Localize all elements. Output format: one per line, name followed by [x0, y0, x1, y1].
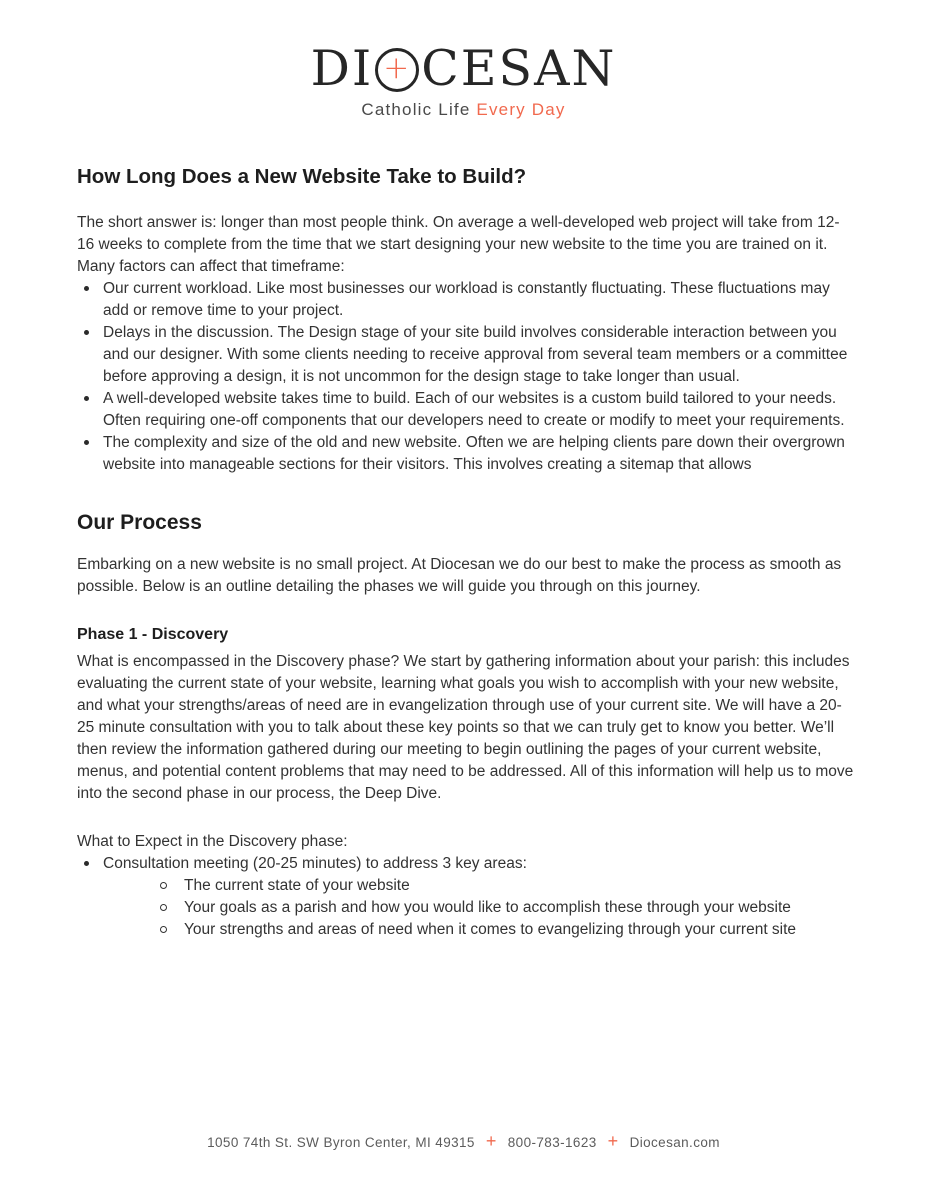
section-title-our-process: Our Process — [77, 511, 202, 534]
cross-icon: + — [383, 50, 412, 86]
bullet-icon — [77, 322, 103, 335]
sub-list-item — [158, 897, 855, 919]
logo — [0, 40, 927, 120]
footer-phone: 800-783-1623 — [507, 1134, 597, 1150]
list-item — [77, 322, 855, 388]
list-item-text: Delays in the discussion. The Design stage of your site build involves considerable interaction between you and our designer. With some clients needing to receive approval from several team members or a committee before approving a design, it is not uncommon for the design stage to take longer than usual. — [103, 324, 848, 385]
circle-bullet-icon — [158, 919, 184, 933]
sub-list-item-text: The current state of your website — [184, 877, 410, 894]
circle-bullet-icon — [158, 875, 184, 889]
list-item-text: A well-developed website takes time to build. Each of our websites is a custom build tailored to your needs. Often requiring one-off components that our developers need to create or modify to meet your requirements. — [103, 390, 845, 429]
footer-address: 1050 74th St. SW Byron Center, MI 49315 — [207, 1134, 475, 1150]
phase1-paragraph: What is encompassed in the Discovery phase? We start by gathering information about your parish: this includes evaluating the current state of your website, learning what goals you wish to accomplish with your new website, and what your strengths/areas of need are in evangelization through use of your current site. We will have a 20-25 minute consultation with you to talk about these key points so that we can truly get to know you better. We’ll then review the information gathered during our meeting to begin outlining the pages of your current website, menus, and potential content problems that may need to be addressed. All of this information will help us to move into the second phase in our process, the Deep Dive. — [77, 653, 854, 802]
list-item-text: Consultation meeting (20-25 minutes) to address 3 key areas: — [103, 855, 527, 872]
list-item — [77, 388, 855, 432]
phase1-title: Phase 1 - Discovery — [77, 626, 229, 643]
plus-separator-icon: + — [607, 1131, 619, 1151]
sub-list-item-text: Your strengths and areas of need when it comes to evangelizing through your current site — [184, 921, 797, 938]
tagline-accent-text: Every Day — [476, 100, 566, 119]
logo-cross-circle-icon — [375, 48, 419, 92]
sub-list-item — [158, 919, 855, 941]
list-item — [77, 853, 855, 875]
circle-bullet-icon — [158, 897, 184, 911]
wordmark-text-right: CESAN — [421, 40, 617, 97]
list-item-text: The complexity and size of the old and new website. Often we are helping clients pare down their overgrown website into manageable sections for their visitors. This involves creating a sitemap that allows — [103, 434, 845, 473]
footer-website: Diocesan.com — [629, 1134, 720, 1150]
diocesan-logo-wordmark — [0, 40, 927, 97]
document-body — [0, 120, 927, 941]
wordmark-text-left: DI — [310, 40, 374, 97]
list-item — [77, 432, 855, 476]
bullet-icon — [77, 432, 103, 445]
bullet-icon — [77, 278, 103, 291]
list-item-text: Our current workload. Like most businesses our workload is constantly fluctuating. These fluctuations may add or remove time to your project. — [103, 280, 830, 319]
bullet-icon — [77, 853, 103, 866]
plus-separator-icon: + — [485, 1131, 497, 1151]
expect-sublist — [158, 875, 855, 941]
expect-list — [77, 853, 855, 875]
sub-list-item-text: Your goals as a parish and how you would like to accomplish these through your website — [184, 899, 791, 916]
sub-list-item — [158, 875, 855, 897]
list-item — [77, 278, 855, 322]
process-intro-paragraph: Embarking on a new website is no small project. At Diocesan we do our best to make the process as smooth as possible. Below is an outline detailing the phases we will guide you through on this journey. — [77, 556, 842, 595]
page-footer — [0, 1133, 927, 1200]
tagline-dark-text: Catholic Life — [361, 100, 477, 119]
factors-list — [77, 278, 855, 476]
expect-heading: What to Expect in the Discovery phase: — [77, 833, 348, 850]
bullet-icon — [77, 388, 103, 401]
logo-tagline — [0, 100, 927, 120]
intro-paragraph: The short answer is: longer than most people think. On average a well-developed web project will take from 12-16 weeks to complete from the time that we start designing your new website to the time you are trained on it. Many factors can affect that timeframe: — [77, 214, 840, 275]
page-title: How Long Does a New Website Take to Build? — [77, 165, 527, 188]
